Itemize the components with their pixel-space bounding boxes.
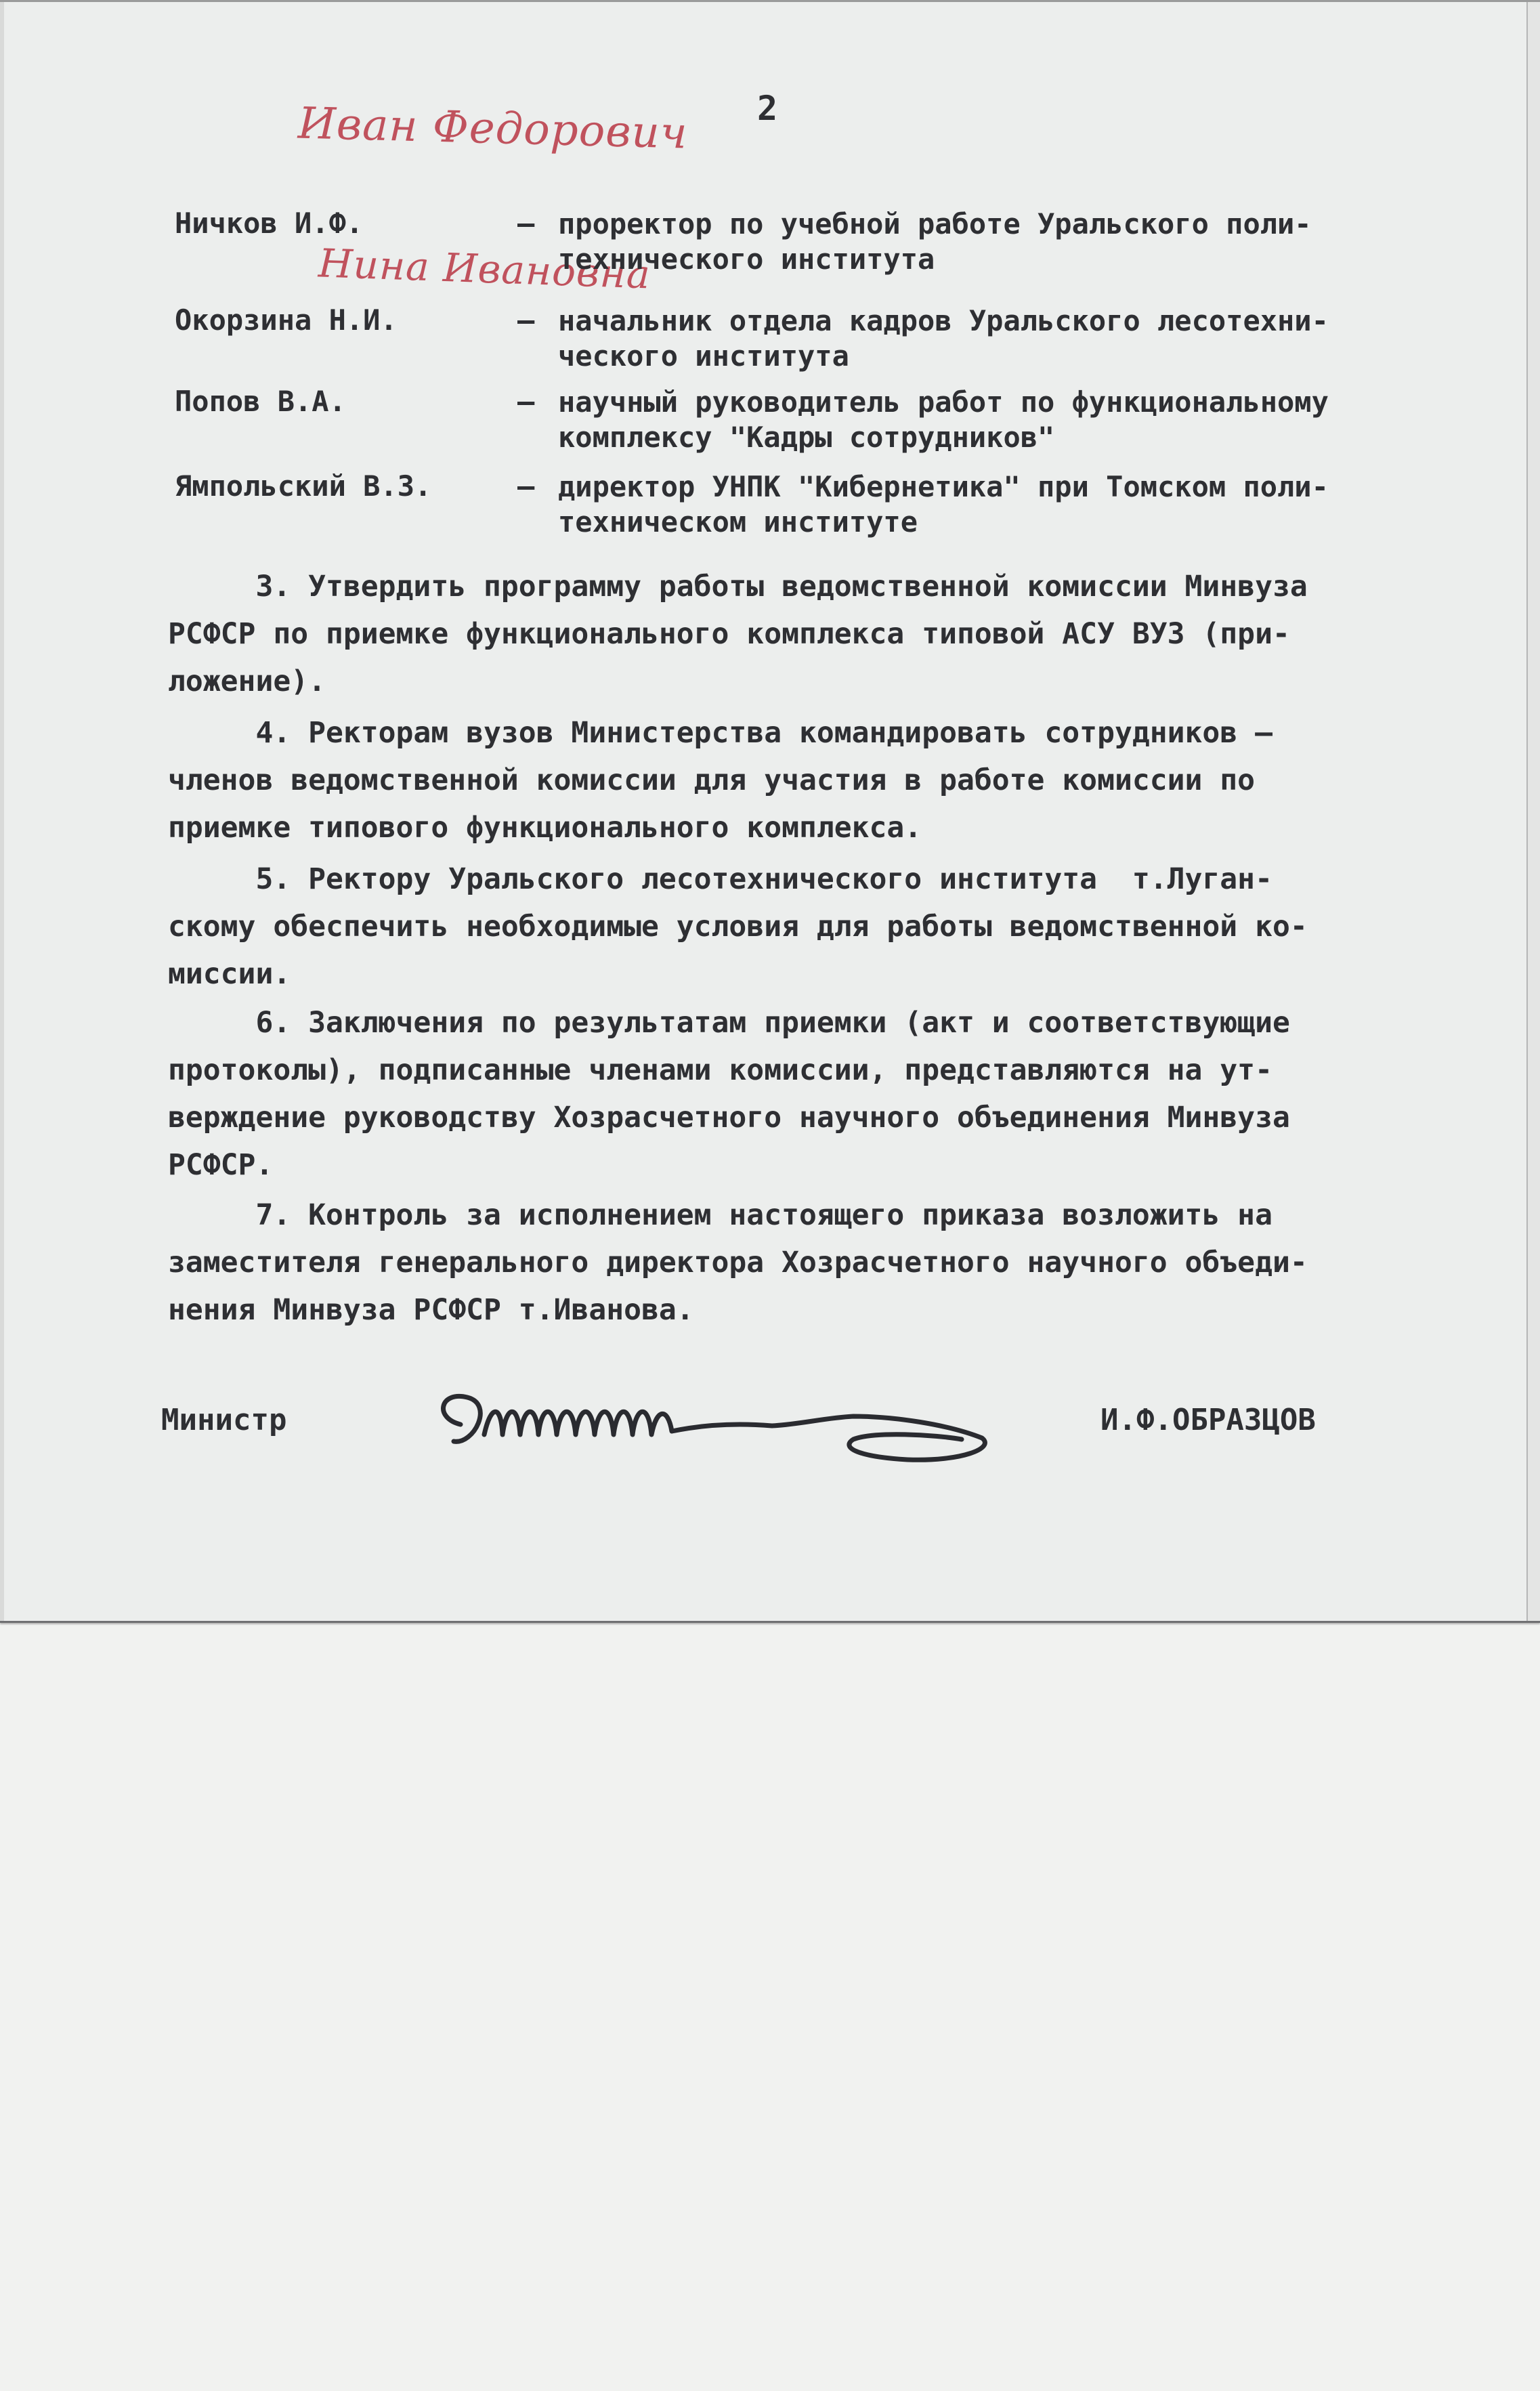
paragraph-3 [168, 563, 1308, 705]
roster-name: Окорзина Н.И. [175, 303, 398, 337]
handwritten-note: Иван Федорович [297, 98, 689, 159]
paragraph-line: 6. Заключения по результатам приемки (акт и соответствующие [168, 1006, 1290, 1040]
paragraph-line: РСФСР по приемке функционального комплекса типовой АСУ ВУЗ (при- [168, 617, 1290, 651]
roster-role-line: начальник отдела кадров Уральского лесотехни- [558, 304, 1329, 337]
paragraph-line: 5. Ректору Уральского лесотехнического института т.Луган- [168, 862, 1272, 896]
roster-dash: – [517, 207, 535, 240]
paragraph-line: членов ведомственной комиссии для участия в работе комиссии по [168, 763, 1256, 797]
page-left-edge [0, 2, 4, 1621]
paragraph-5 [168, 855, 1308, 998]
roster-name: Ничков И.Ф. [175, 207, 364, 240]
roster-role-line: проректор по учебной работе Уральского поли- [558, 207, 1312, 240]
paragraph-line: заместителя генерального директора Хозрасчетного научного объеди- [168, 1246, 1308, 1279]
roster-role-line: ческого института [558, 339, 849, 373]
roster-dash: – [517, 385, 535, 418]
roster-dash: – [517, 469, 535, 503]
page-number: 2 [757, 89, 778, 128]
paragraph-line: скому обеспечить необходимые условия для работы ведомственной ко- [168, 910, 1308, 944]
paragraph-6 [168, 999, 1290, 1189]
signatory-title: Министр [161, 1403, 287, 1437]
paragraph-line: протоколы), подписанные членами комиссии, представляются на ут- [168, 1053, 1272, 1087]
handwritten-note: Нина Ивановна [317, 240, 651, 298]
page-right-edge [1526, 2, 1540, 1621]
roster-role-line: комплексу "Кадры сотрудников" [558, 421, 1055, 454]
roster-role-line: директор УНПК "Кибернетика" при Томском поли- [558, 470, 1329, 503]
roster-role-line: технического института [558, 242, 935, 276]
roster-name: Ямпольский В.З. [175, 469, 432, 503]
roster-role [558, 385, 1329, 455]
paragraph-4 [168, 709, 1272, 851]
paragraph-line: 7. Контроль за исполнением настоящего приказа возложить на [168, 1198, 1272, 1232]
paragraph-line: миссии. [168, 957, 291, 991]
paragraph-line: верждение руководству Хозрасчетного научного объединения Минвуза [168, 1101, 1290, 1135]
roster-dash: – [517, 303, 535, 337]
roster-role [558, 469, 1329, 540]
paragraph-7 [168, 1191, 1308, 1334]
paragraph-line: ложение). [168, 664, 326, 698]
paragraph-line: 3. Утвердить программу работы ведомственной комиссии Минвуза [168, 570, 1308, 604]
roster-name: Попов В.А. [175, 385, 346, 418]
roster-role [558, 207, 1312, 277]
paragraph-line: нения Минвуза РСФСР т.Иванова. [168, 1293, 694, 1327]
paragraph-line: приемке типового функционального комплекса. [168, 811, 922, 845]
paragraph-line: 4. Ректорам вузов Министерства командировать сотрудников – [168, 716, 1272, 750]
paragraph-line: РСФСР. [168, 1148, 274, 1182]
roster-role-line: научный руководитель работ по функциональному [558, 385, 1329, 419]
roster-role-line: техническом институте [558, 505, 918, 538]
handwritten-signature [420, 1377, 1002, 1479]
roster-role [558, 303, 1329, 374]
signatory-name: И.Ф.ОБРАЗЦОВ [1100, 1403, 1316, 1437]
